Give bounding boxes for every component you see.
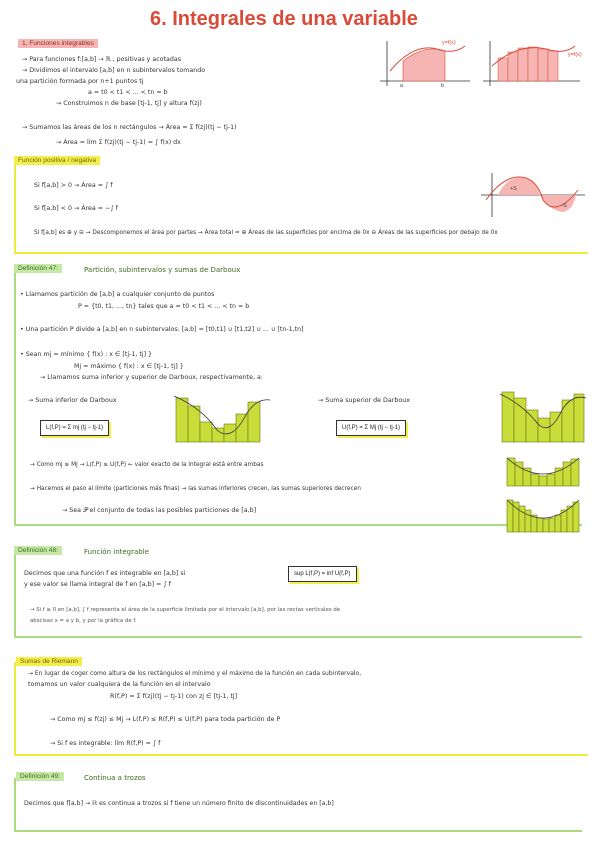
s3-line-8: → Hacemos el paso al límite (particiones más finas) → las sumas inferiores crecen, las sumas superiores decrecen (30, 486, 361, 492)
section-heading-sumas-riemann: Sumas de Riemann (16, 657, 82, 666)
section-box-funcion-integrable (14, 550, 582, 638)
positive-area-label: +S (510, 186, 517, 192)
s4-line-4: abscisas x = a y b, y por la gráfica de f. (30, 618, 137, 624)
upper-sum-formula: U(f,P) = Σ Mj (tj − tj-1) (336, 420, 406, 436)
s3-line-3: • Una partición P divide a [a,b] en n subintervalos: [a,b] = [t0,t1] ∪ [t1,t2] ∪ ... ∪ [tn-1,tn] (20, 326, 304, 333)
riemann-area-figure (375, 36, 475, 91)
s3-line-9: → Sea 𝒫 el conjunto de todas las posibles particiones de [a,b] (62, 507, 257, 514)
s4-line-1: Decimos que una función f es integrable en [a,b] si (24, 570, 186, 577)
s5-line-1: → En lugar de coger como altura de los rectángulos el mínimo y el máximo de la función en cada subintervalo, (28, 670, 362, 677)
s3-line-5: Mj = máximo { f(x) : x ∈ [tj-1, tj] } (74, 363, 184, 370)
negative-area-label: −S (560, 203, 567, 209)
s5-line-5: → Si f es integrable: lím R(f,P) = ∫ f (50, 740, 161, 747)
fig1-function-label: y=f(x) (442, 40, 456, 46)
definition-47-heading: Partición, subintervalos y sumas de Darboux (84, 266, 241, 274)
s1-line-3: una partición formada por n+1 puntos tj (16, 78, 144, 85)
s1-line-5: → Construimos n de base [tj-1, tj] y altura f(zj) (56, 100, 202, 107)
s4-line-3: → Si f ≥ 0 en [a,b], ∫ f representa el área de la superficie limitada por el intervalo [a,b], por las rectas verticales de (30, 607, 341, 613)
lower-sum-label: → Suma inferior de Darboux (28, 397, 117, 404)
s6-line-1: Decimos que f[a,b] → ℝ es continua a trozos si f tiene un número finito de discontinuidades en [a,b] (24, 800, 334, 807)
integrable-condition-formula: sup L(f,P) = inf U(f,P) (288, 566, 357, 582)
s1-line-1: → Para funciones f:[a,b] → ℝ , positivas y acotadas (22, 56, 181, 63)
s2-line-3: Si f[a,b] es ⊕ y ⊖ → Descomponemos el área por partes → Área total = ⊕ Áreas de las superficies por encima de 0x ⊖ Áreas de las superficies por debajo de 0x (34, 230, 498, 236)
definition-49-heading: Continua a trozos (84, 774, 146, 782)
lower-darboux-figure (172, 388, 274, 446)
s5-line-2: tomamos un valor cualquiera de la función en el intervalo (28, 681, 211, 688)
upper-darboux-figure (498, 388, 588, 446)
fig1-b-label: b (441, 83, 444, 89)
s3-line-6: → Llamamos suma inferior y superior de Darboux, respectivamente, a: (40, 374, 263, 381)
fig1-a-label: a (400, 83, 403, 89)
finer-partition-figure-1 (505, 456, 589, 488)
s2-line-2: Si f[a,b] < 0 → Área = −∫ f (34, 205, 118, 212)
definition-48-tag: Definición 48: (14, 546, 62, 555)
s3-line-4: • Sean mj = mínimo { f(x) : x ∈ [tj-1, tj] } (20, 351, 153, 358)
s3-line-1: • Llamamos partición de [a,b] a cualquier conjunto de puntos (20, 291, 215, 298)
upper-sum-label: → Suma superior de Darboux (318, 397, 410, 404)
riemann-rectangles-figure (480, 36, 585, 91)
definition-48-heading: Función integrable (84, 548, 149, 556)
s1-line-2: → Dividimos el intervalo [a,b] en n subintervalos tomando (22, 67, 206, 74)
s1-line-6: → Sumamos las áreas de los n rectángulos → Área ≈ Σ f(zj)(tj − tj-1) (22, 124, 237, 131)
definition-47-tag: Definición 47: (14, 264, 62, 273)
section-heading-funciones-integrables: 1. Funciones integrables (18, 39, 98, 48)
s2-line-1: Si f[a,b] > 0 → Área = ∫ f (34, 182, 113, 189)
positive-negative-area-figure (478, 170, 588, 220)
s1-line-4: a = t0 < t1 < ... < tn = b (88, 89, 168, 96)
s3-line-2: P = {t0, t1, ..., tn} tales que a = t0 < t1 < ... < tn = b (78, 303, 250, 310)
s1-line-7: → Área = lím Σ f(zj)(tj − tj-1) = ∫ f(x) dx (56, 139, 181, 146)
section-heading-funcion-positiva-negativa: Función positiva / negativa (14, 156, 100, 165)
finer-partition-figure-2 (505, 498, 589, 534)
s5-line-3: R(f,P) = Σ f(zj)(tj − tj-1) con zj ∈ [tj-1, tj] (110, 693, 238, 700)
lower-sum-formula: L(f,P) = Σ mj (tj − tj-1) (40, 420, 109, 436)
s3-line-7: → Como mj ≤ Mj → L(f,P) ≤ U(f,P) ← valor exacto de la integral está entre ambas (30, 462, 264, 468)
fig2-function-label: y=f(x) (568, 52, 582, 58)
s5-line-4: → Como mj ≤ f(zj) ≤ Mj → L(f,P) ≤ R(f,P) ≤ U(f,P) para toda partición de P (50, 716, 281, 723)
s4-line-2: y ese valor se llama integral de f en [a,b] = ∫ f (24, 581, 171, 588)
definition-49-tag: Definición 49: (16, 772, 64, 781)
page-title: 6. Integrales de una variable (150, 8, 418, 30)
